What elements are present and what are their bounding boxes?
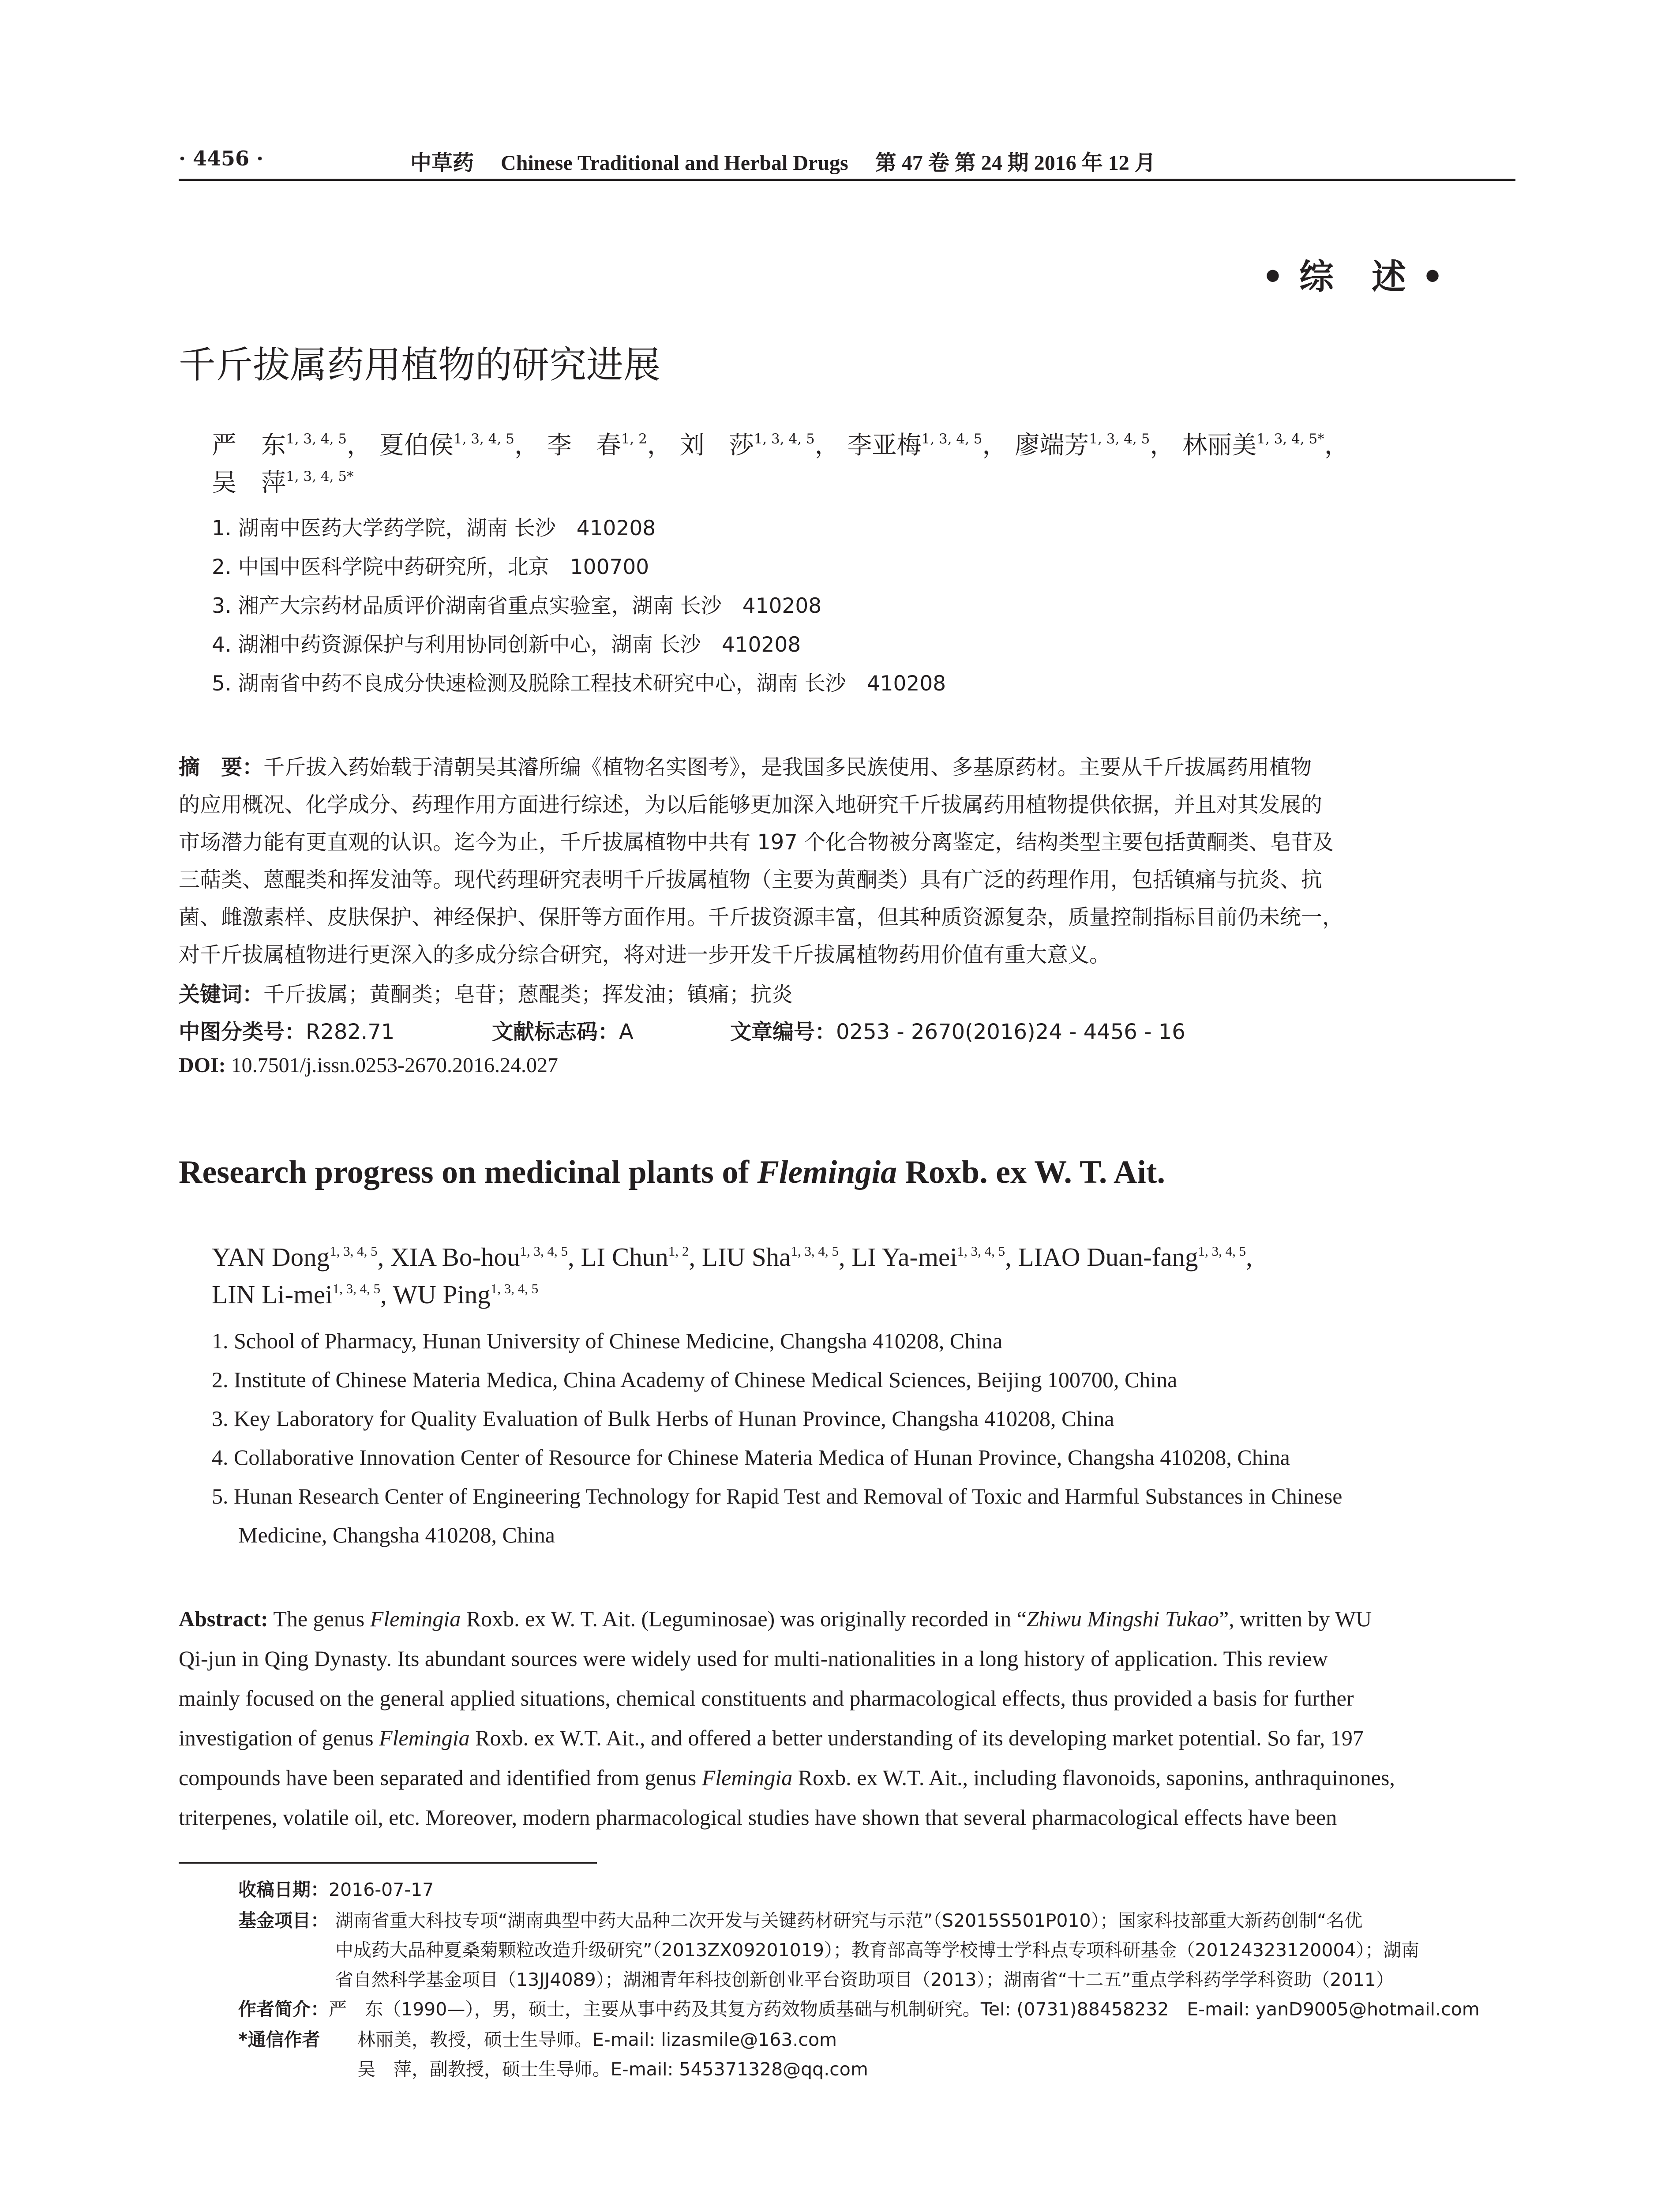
fund-line: 湖南省重大科技专项“湖南典型中药大品种二次开发与关键药材研究与示范”（S2015S501P010）；国家科技部重大新药创制“名优 [335,1910,1363,1931]
doc-label: 文献标志码： [492,1020,619,1044]
author-affil-sup: 1, 3, 4, 5 [490,1280,539,1296]
footnote-rule [179,1862,597,1864]
author-name: 夏伯侯 [379,431,454,460]
title-en-part: Research progress on medicinal plants of [179,1154,758,1190]
affiliation-en: 3. Key Laboratory for Quality Evaluation of Bulk Herbs of Hunan Province, Changsha 410208, China [212,1406,1114,1431]
affiliation-en: 2. Institute of Chinese Materia Medica, China Academy of Chinese Medical Sciences, Beijing 100700, China [212,1367,1178,1392]
journal-name-en: Chinese Traditional and Herbal Drugs [501,151,848,175]
abstract-en-line [179,1725,1364,1751]
received-value: 2016-07-17 [329,1879,434,1900]
author-name: LI Chun [581,1242,668,1272]
clc-label: 中图分类号： [179,1020,306,1044]
abstract-text: ”, written by WU [1219,1606,1372,1631]
keywords-label: 关键词： [179,982,264,1007]
author-affil-sup: 1, 2 [621,431,647,447]
author-affil-sup: 1, 2 [668,1243,689,1259]
author-bio-label: 作者简介： [238,1999,329,2020]
author-name: 李亚梅 [847,431,922,460]
author-affil-sup: 1, 3, 4, 5 [1198,1243,1246,1259]
abstract-cn-label: 摘 要： [179,755,264,780]
clc-value: R282.71 [306,1020,395,1044]
page-number: · 4456 · [179,146,264,170]
affiliation-cn: 4. 湖湘中药资源保护与利用协同创新中心，湖南 长沙 410208 [212,633,801,657]
abstract-en-line: Qi-jun in Qing Dynasty. Its abundant sources were widely used for multi-nationalities in a long history of application. This review [179,1646,1328,1671]
doi-label: DOI: [179,1054,226,1077]
author-name: LIU Sha [701,1242,791,1272]
author-bio [238,1995,1480,2021]
author-affil-sup: 1, 3, 4, 5 [957,1243,1005,1259]
author-affil-sup: 1, 3, 4, 5* [1256,431,1324,447]
abstract-en-line [179,1606,1372,1632]
abstract-text: Roxb. ex W.T. Ait., and offered a better understanding of its developing market potential. So far, 197 [469,1726,1364,1750]
fund-line: 省自然科学基金项目（13JJ4089）；湖湘青年科技创新创业平台资助项目（2013）；湖南省“十二五”重点学科药学学科资助（2011） [335,1969,1394,1990]
author-affil-sup: 1, 3, 4, 5 [754,431,815,447]
author-name: WU Ping [393,1280,491,1309]
abstract-text: Roxb. ex W. T. Ait. (Leguminosae) was originally recorded in “ [461,1606,1027,1631]
journal-name-cn: 中草药 [410,150,474,175]
author-list-en: YAN Dong$^{1, 3, 4, 5}$, XIA Bo-hou$^{1, 3, 4, 5}$, LI Chun$^{1, 2}$, LIU Sha$^{1, 3, 4, 5}$, LI Ya-mei$^{1, 3, 4, 5}$, LIAO Duan-fang$^{1, 3, 4, 5}$, [212,1242,1252,1272]
abstract-text: compounds have been separated and identified from genus [179,1765,702,1790]
abstract-cn-line: 菌、雌激素样、皮肤保护、神经保护、保肝等方面作用。千斤拔资源丰富，但其种质资源复杂，质量控制指标目前仍未统一， [179,905,1344,930]
author-name: XIA Bo-hou [390,1242,520,1272]
journal-issue: 第 47 卷 第 24 期 2016 年 12 月 [875,151,1156,175]
author-affil-sup: 1, 3, 4, 5* [286,468,354,484]
author-name: LI Ya-mei [851,1242,957,1272]
abstract-en-line [179,1765,1395,1790]
author-affil-sup: 1, 3, 4, 5 [332,1280,381,1296]
abstract-cn-text: 千斤拔入药始载于清朝吴其濬所编《植物名实图考》，是我国多民族使用、多基原药材。主要从千斤拔属药用植物 [263,755,1312,780]
author-affil-sup: 1, 3, 4, 5 [286,431,347,447]
fund-line: 中成药大品种夏桑菊颗粒改造升级研究”（2013ZX09201019）；教育部高等学校博士学科点专项科研基金（20124323120004）；湖南 [335,1940,1420,1961]
title-en-genus: Flemingia [757,1154,897,1190]
author-name: YAN Dong [212,1242,330,1272]
article-title-en [179,1154,1165,1191]
doc-code [492,1015,634,1045]
affiliation-cn: 1. 湖南中医药大学药学院，湖南 长沙 410208 [212,516,656,540]
section-tag: • 综 述 • [1262,257,1446,297]
affiliation-cn: 3. 湘产大宗药材品质评价湖南省重点实验室，湖南 长沙 410208 [212,594,822,618]
abstract-book-title: Zhiwu Mingshi Tukao [1026,1606,1219,1631]
author-affil-sup: 1, 3, 4, 5 [520,1243,568,1259]
author-name: 严 东 [212,431,286,460]
abstract-text: investigation of genus [179,1726,379,1750]
author-name: 廖端芳 [1015,431,1089,460]
author-name: LIN Li-mei [212,1280,333,1309]
author-list-en-cont: LIN Li-mei$^{1, 3, 4, 5}$, WU Ping$^{1, 3, 4, 5}$ [212,1280,539,1309]
author-list-cn: 严 东$^{1, 3, 4, 5}$， 夏伯侯$^{1, 3, 4, 5}$， 李 春$^{1, 2}$， 刘 莎$^{1, 3, 4, 5}$， 李亚梅$^{1, 3, 4, 5}$， 廖端芳$^{1, 3, 4, 5}$， 林丽美$^{1, 3, 4, 5*}$， [212,431,1349,460]
abstract-cn-line: 市场潜力能有更直观的认识。迄今为止，千斤拔属植物中共有 197 个化合物被分离鉴定，结构类型主要包括黄酮类、皂苷及 [179,830,1334,855]
author-affil-sup: 1, 3, 4, 5 [921,431,982,447]
affiliation-en: 5. Hunan Research Center of Engineering Technology for Rapid Test and Removal of Toxic and Harmful Substances in Chinese [212,1484,1342,1508]
article-title-cn: 千斤拔属药用植物的研究进展 [179,343,661,386]
abstract-text: Roxb. ex W.T. Ait., including flavonoids, saponins, anthraquinones, [792,1765,1395,1790]
corresponding-label-text: *通信作者 [238,2029,320,2050]
author-affil-sup: 1, 3, 4, 5 [453,431,514,447]
article-number-value: 0253 - 2670(2016)24 - 4456 - 16 [836,1020,1185,1044]
author-name: 刘 莎 [679,431,754,460]
article-number-label: 文章编号： [730,1020,836,1044]
affiliation-cn: 2. 中国中医科学院中药研究所，北京 100700 [212,555,649,579]
affiliation-en: Medicine, Changsha 410208, China [238,1523,555,1547]
corresponding-author: 林丽美，教授，硕士生导师。E-mail: lizasmile@163.com [357,2029,837,2050]
corresponding-label [238,2025,320,2051]
abstract-genus: Flemingia [379,1726,470,1750]
author-name: 林丽美 [1182,431,1257,460]
abstract-en-label: Abstract: [179,1606,268,1631]
abstract-genus: Flemingia [701,1765,793,1790]
affiliation-cn: 5. 湖南省中药不良成分快速检测及脱除工程技术研究中心，湖南 长沙 410208 [212,672,946,696]
author-affil-sup: 1, 3, 4, 5 [330,1243,378,1259]
abstract-en-line: triterpenes, volatile oil, etc. Moreover, modern pharmacological studies have shown that several pharmacological effects have been [179,1805,1337,1830]
author-name: LIAO Duan-fang [1018,1242,1198,1272]
author-name: 吴 萍 [212,469,286,497]
doi-link[interactable]: 10.7501/j.issn.0253-2670.2016.24.027 [231,1054,559,1077]
fund-label [238,1906,329,1932]
fund-label-text: 基金项目： [238,1910,329,1931]
header-rule [179,179,1515,181]
article-number [730,1015,1185,1045]
title-en-part: Roxb. ex W. T. Ait. [897,1154,1165,1190]
author-list-cn-cont [212,463,354,499]
doc-value: A [619,1020,634,1044]
abstract-cn-line: 对千斤拔属植物进行更深入的多成分综合研究，将对进一步开发千斤拔属植物药用价值有重大意义。 [179,942,1111,967]
author-affil-sup: 1, 3, 4, 5 [1089,431,1150,447]
received-label: 收稿日期： [238,1879,329,1900]
abstract-cn-line: 三萜类、蒽醌类和挥发油等。现代药理研究表明千斤拔属植物（主要为黄酮类）具有广泛的药理作用，包括镇痛与抗炎、抗 [179,867,1323,892]
abstract-text: The genus [268,1606,370,1631]
affiliation-en: 1. School of Pharmacy, Hunan University of Chinese Medicine, Changsha 410208, China [212,1328,1003,1353]
journal-header [410,146,1156,176]
abstract-cn-line: 的应用概况、化学成分、药理作用方面进行综述，为以后能够更加深入地研究千斤拔属药用植物提供依据，并且对其发展的 [179,792,1323,817]
author-name: 李 春 [547,431,621,460]
abstract-genus: Flemingia [370,1606,461,1631]
keywords-cn [179,977,793,1008]
author-bio-value: 严 东（1990—），男，硕士，主要从事中药及其复方药效物质基础与机制研究。Tel: (0731)88458232 E-mail: yanD9005@hotmail.com [329,1999,1480,2020]
keywords-value: 千斤拔属；黄酮类；皂苷；蒽醌类；挥发油；镇痛；抗炎 [263,982,793,1007]
author-affil-sup: 1, 3, 4, 5 [791,1243,839,1259]
abstract-cn-line [179,750,1515,780]
affiliation-en: 4. Collaborative Innovation Center of Resource for Chinese Materia Medica of Hunan Province, Changsha 410208, China [212,1445,1290,1470]
received-date [238,1875,434,1901]
corresponding-author: 吴 萍，副教授，硕士生导师。E-mail: 545371328@qq.com [357,2059,868,2080]
classification-line [179,1015,394,1045]
abstract-en-line: mainly focused on the general applied situations, chemical constituents and pharmacological effects, thus provided a basis for further [179,1686,1354,1711]
doi-line [179,1053,558,1077]
